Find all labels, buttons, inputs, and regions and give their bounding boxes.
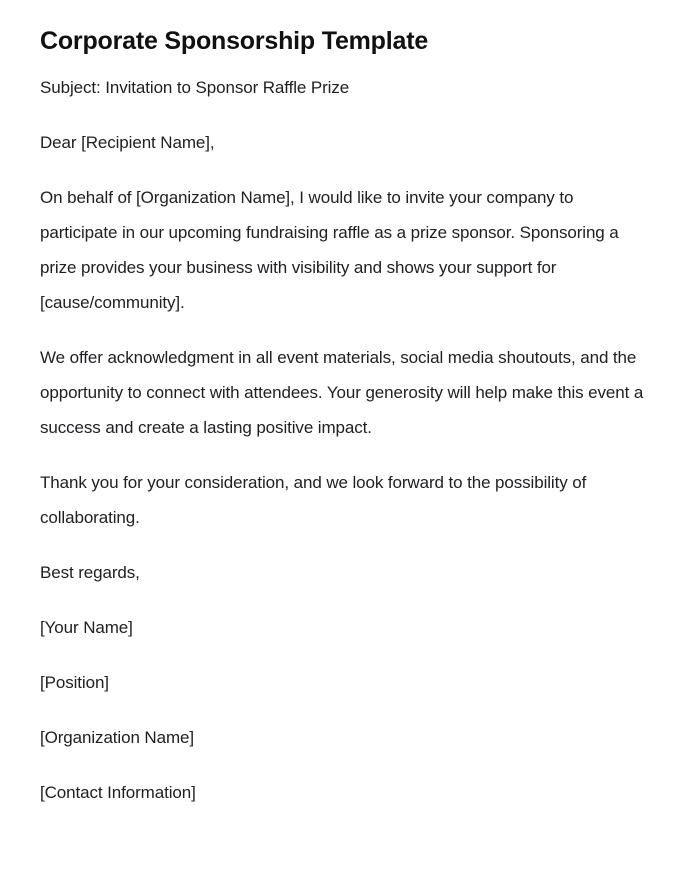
page-title: Corporate Sponsorship Template [40, 27, 429, 55]
closing-line: Best regards, [40, 563, 140, 582]
body-paragraph: Thank you for your consideration, and we look forward to the possibility of collaborating. [40, 473, 587, 527]
signature-organization-placeholder: [Organization Name] [40, 728, 195, 747]
signature-contact-placeholder: [Contact Information] [40, 783, 196, 802]
greeting-line: Dear [Recipient Name], [40, 133, 215, 152]
signature-name-placeholder: [Your Name] [40, 618, 133, 637]
body-paragraph: We offer acknowledgment in all event materials, social media shoutouts, and the opportunity to connect with attendees. Your generosity will help make this event a success and create a lasting positive impact. [40, 348, 644, 437]
signature-position-placeholder: [Position] [40, 673, 109, 692]
subject-line: Subject: Invitation to Sponsor Raffle Prize [40, 78, 350, 97]
body-paragraph: On behalf of [Organization Name], I would like to invite your company to participate in our upcoming fundraising raffle as a prize sponsor. Sponsoring a prize provides your business with visibility and shows your support for [cause/community]. [40, 188, 619, 312]
